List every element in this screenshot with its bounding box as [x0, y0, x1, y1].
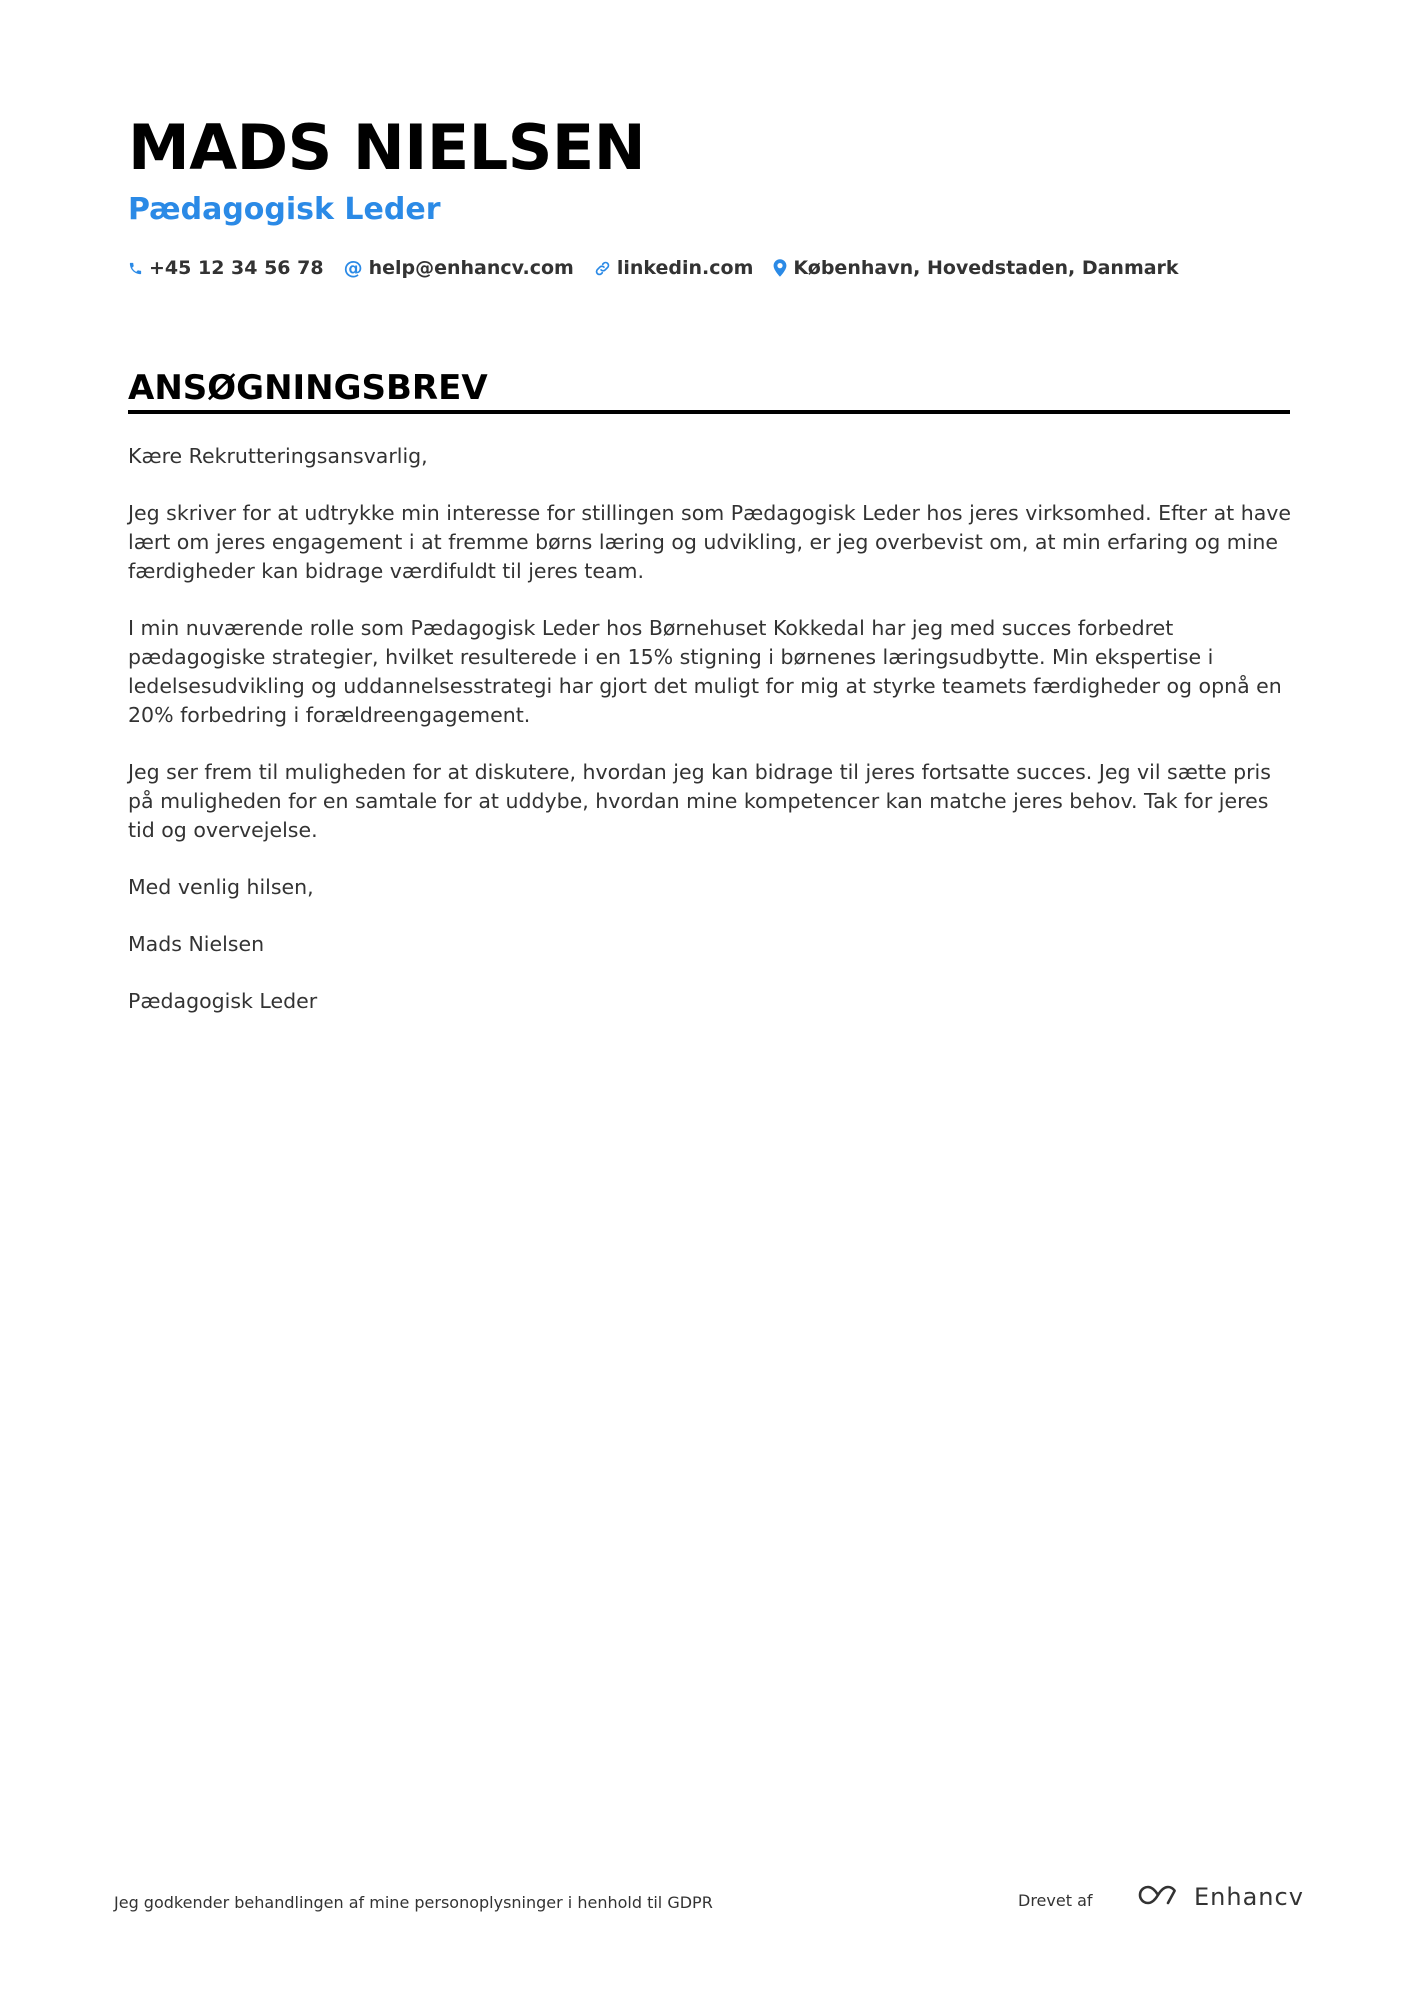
letter-paragraph: Jeg ser frem til muligheden for at diskutere, hvordan jeg kan bidrage til jeres fortsatte succes. Jeg vil sætte pris på muligheden for en samtale for at uddybe, hvordan mine kompetencer kan matche jeres behov. Tak for jeres tid og overvejelse.	[128, 760, 1271, 842]
letter-closing: Med venlig hilsen,	[128, 875, 314, 899]
contact-linkedin[interactable]	[594, 257, 754, 279]
contact-email[interactable]	[344, 257, 574, 279]
candidate-name: MADS NIELSEN	[128, 111, 646, 184]
link-icon	[594, 260, 611, 277]
letter-paragraph: I min nuværende rolle som Pædagogisk Leder hos Børnehuset Kokkedal har jeg med succes forbedret pædagogiske strategier, hvilket resulterede i en 15% stigning i børnenes læringsudbytte. Min ekspertise i ledelsesudvikling og uddannelsesstrategi har gjort det muligt for mig at styrke teamets færdigheder og opnå en 20% forbedring i forældreengagement.	[128, 616, 1282, 727]
brand-name: Enhancv	[1194, 1883, 1304, 1911]
linkedin-text[interactable]: linkedin.com	[616, 257, 754, 279]
letter-paragraph: Jeg skriver for at udtrykke min interesse for stillingen som Pædagogisk Leder hos jeres virksomhed. Efter at have lært om jeres engagement i at fremme børns læring og udvikling, er jeg overbevist om, at min erfaring og mine færdigheder kan bidrage værdifuldt til jeres team.	[128, 501, 1292, 583]
contact-location	[773, 257, 1178, 279]
location-text: København, Hovedstaden, Danmark	[793, 257, 1179, 279]
candidate-title: Pædagogisk Leder	[128, 192, 441, 227]
at-sign-icon: @	[343, 256, 363, 279]
signature-title: Pædagogisk Leder	[128, 989, 318, 1013]
contact-phone	[128, 257, 324, 279]
signature-name: Mads Nielsen	[128, 932, 265, 956]
phone-icon	[128, 261, 143, 276]
powered-by-label: Drevet af	[1018, 1891, 1093, 1910]
brand-logo[interactable]	[1138, 1882, 1304, 1912]
map-pin-icon	[773, 259, 787, 277]
phone-text: +45 12 34 56 78	[149, 257, 324, 279]
letter-salutation: Kære Rekrutteringsansvarlig,	[128, 444, 428, 468]
letter-body	[128, 442, 1293, 1044]
contact-bar	[128, 254, 1199, 282]
section-heading: ANSØGNINGSBREV	[128, 368, 488, 408]
email-text[interactable]: help@enhancv.com	[368, 257, 574, 279]
enhancv-logo-icon	[1138, 1882, 1184, 1912]
gdpr-consent: Jeg godkender behandlingen af mine personoplysninger i henhold til GDPR	[114, 1893, 713, 1912]
section-divider	[128, 410, 1290, 414]
